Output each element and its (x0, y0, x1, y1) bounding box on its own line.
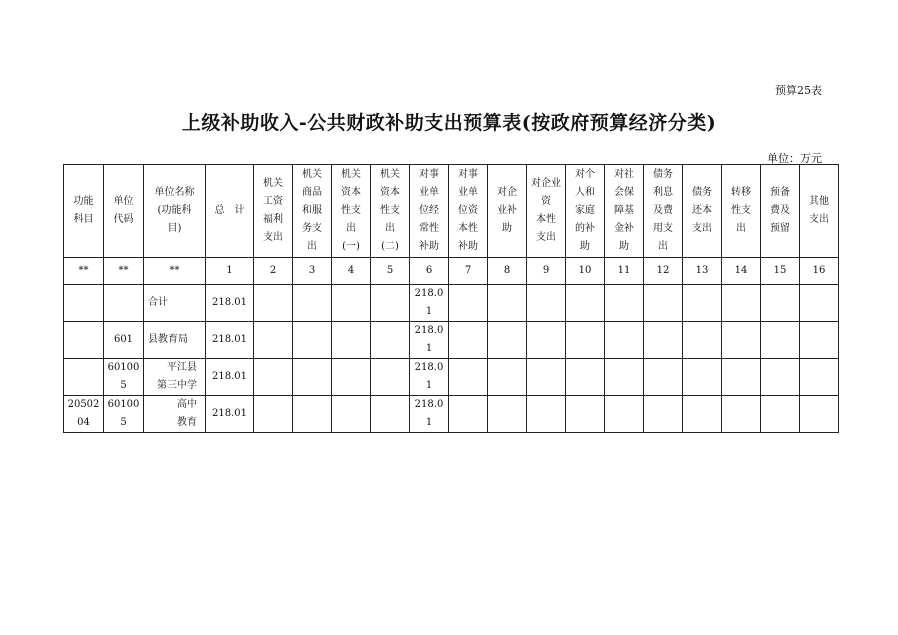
index-row (64, 258, 839, 285)
value-cell (293, 322, 332, 359)
table-number: 预算25表 (775, 84, 822, 97)
value-cell (332, 322, 371, 359)
value-cell (293, 359, 332, 396)
header-row (64, 165, 839, 258)
value-cell: 218.0 1 (410, 396, 449, 433)
value-cell (566, 322, 605, 359)
value-cell (488, 285, 527, 322)
table-row (64, 322, 839, 359)
index-cell: 2 (254, 258, 293, 285)
header-cell: 单位 代码 (104, 165, 144, 258)
value-cell (800, 285, 839, 322)
value-cell (722, 396, 761, 433)
value-cell (293, 396, 332, 433)
header-cell: 对事 业单 位经 常性 补助 (410, 165, 449, 258)
total-cell: 218.01 (206, 359, 254, 396)
value-cell (488, 396, 527, 433)
header-cell: 机关 商品 和服 务支 出 (293, 165, 332, 258)
index-cell: 6 (410, 258, 449, 285)
value-cell (722, 285, 761, 322)
value-cell (254, 359, 293, 396)
total-cell: 218.01 (206, 285, 254, 322)
table-row (64, 285, 839, 322)
unit-code-cell: 601 (104, 322, 144, 359)
value-cell (254, 285, 293, 322)
unit-code-cell: 60100 5 (104, 396, 144, 433)
value-cell (800, 359, 839, 396)
index-cell: 13 (683, 258, 722, 285)
header-cell: 机关 资本 性支 出 (一) (332, 165, 371, 258)
value-cell (332, 285, 371, 322)
value-cell (722, 359, 761, 396)
value-cell (527, 359, 566, 396)
value-cell (449, 359, 488, 396)
func-code-cell (64, 322, 104, 359)
budget-table (63, 164, 839, 433)
unit-name-cell: 高中 教育 (144, 396, 206, 433)
value-cell (683, 285, 722, 322)
header-cell: 功能 科目 (64, 165, 104, 258)
header-cell: 对社 会保 障基 金补 助 (605, 165, 644, 258)
header-cell: 单位名称 (功能科 目) (144, 165, 206, 258)
index-cell: 4 (332, 258, 371, 285)
value-cell (527, 396, 566, 433)
unit-code-cell (104, 285, 144, 322)
value-cell (566, 396, 605, 433)
value-cell (449, 396, 488, 433)
header-cell: 其他 支出 (800, 165, 839, 258)
value-cell (644, 322, 683, 359)
page-title: 上级补助收入-公共财政补助支出预算表(按政府预算经济分类) (181, 112, 717, 134)
value-cell (449, 285, 488, 322)
value-cell (800, 396, 839, 433)
index-cell: 10 (566, 258, 605, 285)
value-cell (488, 322, 527, 359)
header-cell: 对企业资 本性 支出 (527, 165, 566, 258)
unit-name-cell: 平江县 第三中学 (144, 359, 206, 396)
index-cell: 7 (449, 258, 488, 285)
header-cell: 对企 业补 助 (488, 165, 527, 258)
index-cell: 12 (644, 258, 683, 285)
header-cell: 总 计 (206, 165, 254, 258)
value-cell (254, 322, 293, 359)
func-code-cell (64, 359, 104, 396)
index-cell: 14 (722, 258, 761, 285)
unit-code-cell: 60100 5 (104, 359, 144, 396)
func-code-cell: 20502 04 (64, 396, 104, 433)
value-cell (566, 359, 605, 396)
value-cell (527, 285, 566, 322)
value-cell (761, 359, 800, 396)
total-cell: 218.01 (206, 322, 254, 359)
value-cell: 218.0 1 (410, 359, 449, 396)
value-cell (605, 396, 644, 433)
value-cell (683, 396, 722, 433)
value-cell (371, 322, 410, 359)
value-cell (761, 396, 800, 433)
header-cell: 对个 人和 家庭 的补 助 (566, 165, 605, 258)
index-cell: 5 (371, 258, 410, 285)
value-cell (644, 285, 683, 322)
unit-label: 单位：万元 (767, 152, 822, 165)
table-row (64, 359, 839, 396)
value-cell (293, 285, 332, 322)
index-cell: 16 (800, 258, 839, 285)
index-cell: ** (64, 258, 104, 285)
value-cell: 218.0 1 (410, 322, 449, 359)
index-cell: 3 (293, 258, 332, 285)
value-cell (254, 396, 293, 433)
value-cell (644, 359, 683, 396)
total-cell: 218.01 (206, 396, 254, 433)
value-cell (332, 359, 371, 396)
value-cell (371, 285, 410, 322)
table-row (64, 396, 839, 433)
unit-name-cell: 县教育局 (144, 322, 206, 359)
value-cell (683, 322, 722, 359)
index-cell: 8 (488, 258, 527, 285)
value-cell (761, 285, 800, 322)
header-cell: 转移 性支 出 (722, 165, 761, 258)
header-cell: 对事 业单 位资 本性 补助 (449, 165, 488, 258)
value-cell (800, 322, 839, 359)
value-cell: 218.0 1 (410, 285, 449, 322)
index-cell: 15 (761, 258, 800, 285)
value-cell (488, 359, 527, 396)
index-cell: 9 (527, 258, 566, 285)
header-cell: 机关 工资 福利 支出 (254, 165, 293, 258)
value-cell (332, 396, 371, 433)
header-cell: 债务 利息 及费 用支 出 (644, 165, 683, 258)
value-cell (371, 396, 410, 433)
value-cell (527, 322, 566, 359)
value-cell (683, 359, 722, 396)
value-cell (644, 396, 683, 433)
index-cell: ** (144, 258, 206, 285)
value-cell (605, 322, 644, 359)
value-cell (722, 322, 761, 359)
index-cell: 1 (206, 258, 254, 285)
func-code-cell (64, 285, 104, 322)
value-cell (605, 359, 644, 396)
header-cell: 债务 还本 支出 (683, 165, 722, 258)
value-cell (761, 322, 800, 359)
value-cell (371, 359, 410, 396)
index-cell: ** (104, 258, 144, 285)
value-cell (449, 322, 488, 359)
header-cell: 机关 资本 性支 出 (二) (371, 165, 410, 258)
index-cell: 11 (605, 258, 644, 285)
value-cell (605, 285, 644, 322)
header-cell: 预备 费及 预留 (761, 165, 800, 258)
value-cell (566, 285, 605, 322)
unit-name-cell: 合计 (144, 285, 206, 322)
